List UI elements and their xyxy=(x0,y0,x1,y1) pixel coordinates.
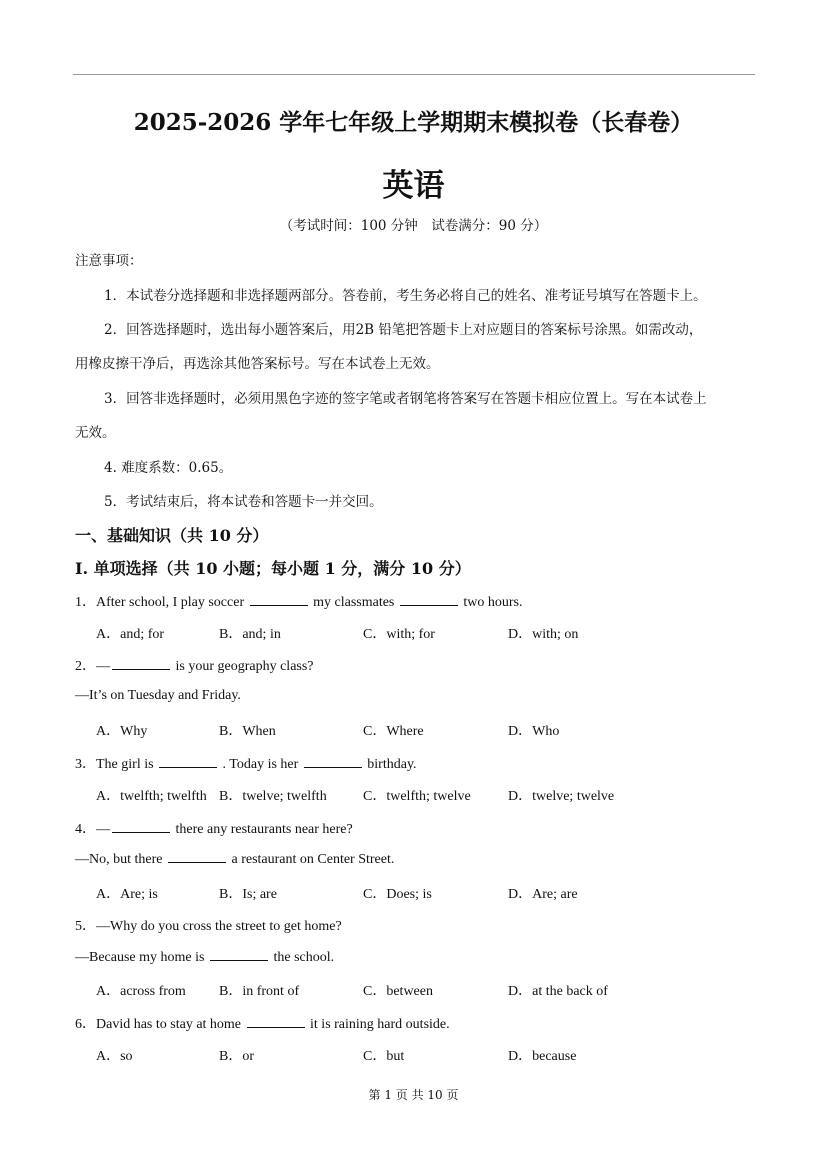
question-stem xyxy=(75,655,314,675)
stem-text: it is raining hard outside. xyxy=(306,1017,450,1032)
page-footer: 第 1 页 共 10 页 xyxy=(368,1088,459,1102)
option-b: B．Is; are xyxy=(219,887,277,902)
stem-text: 1．After school, I play soccer xyxy=(75,595,248,610)
option-c: C．twelfth; twelve xyxy=(363,789,471,804)
answer-blank xyxy=(159,755,217,768)
option-b: B．in front of xyxy=(219,984,300,999)
answer-blank xyxy=(250,593,308,606)
stem-text: my classmates xyxy=(309,595,398,610)
stem-text: a restaurant on Center Street. xyxy=(227,852,395,867)
option-d: D．twelve; twelve xyxy=(508,789,615,804)
answer-blank xyxy=(247,1015,305,1028)
option-d: D．because xyxy=(508,1049,577,1064)
stem-text: 6．David has to stay at home xyxy=(75,1017,245,1032)
stem-text: there any restaurants near here? xyxy=(172,822,353,837)
option-b: B．When xyxy=(219,724,276,739)
notice-item: 4. 难度系数：0.65。 xyxy=(104,460,233,476)
option-b: B．or xyxy=(219,1049,254,1064)
option-b: B．twelve; twelfth xyxy=(219,789,327,804)
header-rule xyxy=(73,74,755,75)
option-a: A．and; for xyxy=(96,627,165,642)
option-c: C．Where xyxy=(363,724,424,739)
stem-text: 4．— xyxy=(75,822,110,837)
question-stem xyxy=(75,753,417,773)
question-stem xyxy=(75,591,523,611)
stem-text: —No, but there xyxy=(75,852,166,867)
question-stem xyxy=(75,948,334,966)
answer-blank xyxy=(112,657,170,670)
exam-title: 2025-2026 学年七年级上学期期末模拟卷（长春卷） xyxy=(133,109,694,136)
stem-text: birthday. xyxy=(363,757,417,772)
option-d: D．at the back of xyxy=(508,984,608,999)
notice-item: 2．回答选择题时，选出每小题答案后，用2B 铅笔把答题卡上对应题目的答案标号涂黑。如需改动， xyxy=(104,322,703,338)
answer-blank xyxy=(210,948,268,961)
section-title: 一、基础知识（共 10 分） xyxy=(75,526,269,545)
stem-text: the school. xyxy=(269,950,335,965)
stem-text: two hours. xyxy=(459,595,523,610)
option-a: A．Are; is xyxy=(96,887,158,902)
stem-text: 2．— xyxy=(75,659,110,674)
option-d: D．Are; are xyxy=(508,887,578,902)
exam-info: （考试时间：100 分钟 试卷满分：90 分） xyxy=(279,218,548,234)
notice-item: 3．回答非选择题时，必须用黑色字迹的签字笔或者钢笔将答案写在答题卡相应位置上。写在本试卷上 xyxy=(104,391,707,407)
answer-blank xyxy=(168,850,226,863)
answer-blank xyxy=(304,755,362,768)
option-d: D．Who xyxy=(508,724,560,739)
question-stem xyxy=(75,818,353,838)
notice-item: 1．本试卷分选择题和非选择题两部分。答卷前，考生务必将自己的姓名、准考证号填写在答题卡上。 xyxy=(104,288,707,304)
option-c: C．but xyxy=(363,1049,405,1064)
subject-title: 英语 xyxy=(382,168,445,204)
answer-blank xyxy=(400,593,458,606)
stem-text: 3．The girl is xyxy=(75,757,158,772)
part-title: I. 单项选择（共 10 小题；每小题 1 分，满分 10 分） xyxy=(75,559,471,578)
question-stem xyxy=(75,850,394,868)
notice-item: 用橡皮擦干净后，再选涂其他答案标号。写在本试卷上无效。 xyxy=(75,356,440,372)
option-a: A．twelfth; twelfth xyxy=(96,789,207,804)
question-stem: —It’s on Tuesday and Friday. xyxy=(75,688,241,703)
option-c: C．Does; is xyxy=(363,887,432,902)
option-c: C．between xyxy=(363,984,433,999)
option-a: A．so xyxy=(96,1049,133,1064)
option-b: B．and; in xyxy=(219,627,281,642)
notice-item: 无效。 xyxy=(75,425,116,441)
notice-heading: 注意事项： xyxy=(75,253,143,269)
question-stem xyxy=(75,1013,450,1033)
option-d: D．with; on xyxy=(508,627,579,642)
option-c: C．with; for xyxy=(363,627,435,642)
option-a: A．Why xyxy=(96,724,148,739)
question-stem: 5．—Why do you cross the street to get home? xyxy=(75,919,342,934)
notice-item: 5．考试结束后，将本试卷和答题卡一并交回。 xyxy=(104,494,383,510)
stem-text: —Because my home is xyxy=(75,950,208,965)
option-a: A．across from xyxy=(96,984,186,999)
stem-text: is your geography class? xyxy=(172,659,314,674)
stem-text: . Today is her xyxy=(219,757,302,772)
answer-blank xyxy=(112,820,170,833)
